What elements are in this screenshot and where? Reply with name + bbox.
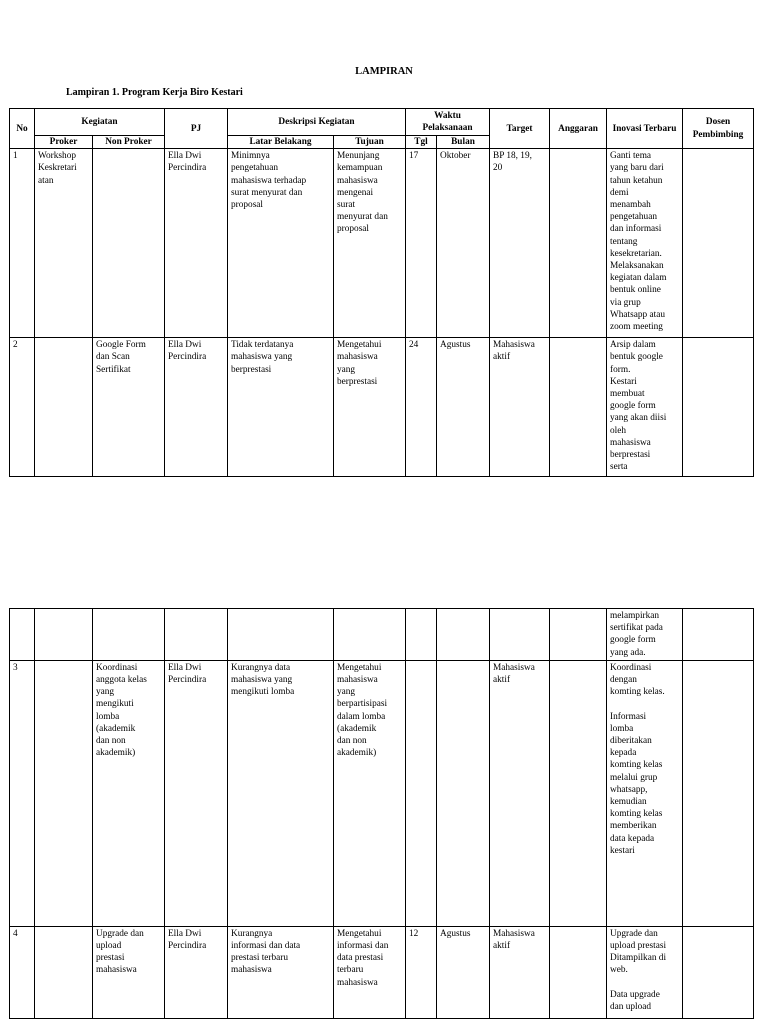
cell-proker: Workshop Keskretari atan — [35, 149, 93, 338]
header-tujuan: Tujuan — [334, 136, 406, 149]
cell-bulan: Agustus — [437, 926, 490, 1018]
cell-bulan: Agustus — [437, 338, 490, 477]
cell-proker — [35, 609, 93, 661]
header-pj: PJ — [165, 109, 228, 149]
cell-pj — [165, 609, 228, 661]
cell-proker — [35, 926, 93, 1018]
cell-non-proker — [93, 149, 165, 338]
cell-no: 1 — [10, 149, 35, 338]
cell-proker — [35, 660, 93, 926]
cell-bulan: Oktober — [437, 149, 490, 338]
cell-non-proker — [93, 609, 165, 661]
header-bulan: Bulan — [437, 136, 490, 149]
cell-target: BP 18, 19, 20 — [490, 149, 550, 338]
table-row — [10, 338, 754, 477]
cell-target: Mahasiswa aktif — [490, 926, 550, 1018]
cell-latar: Kurangnya informasi dan data prestasi terbaru mahasiswa — [228, 926, 334, 1018]
cell-bulan — [437, 660, 490, 926]
program-table-page-2 — [9, 608, 754, 1019]
cell-tgl: 24 — [406, 338, 437, 477]
cell-inovasi: melampirkan sertifikat pada google form yang ada. — [607, 609, 683, 661]
header-target: Target — [490, 109, 550, 149]
header-inovasi: Inovasi Terbaru — [607, 109, 683, 149]
cell-latar: Kurangnya data mahasiswa yang mengikuti lomba — [228, 660, 334, 926]
cell-non-proker: Upgrade dan upload prestasi mahasiswa — [93, 926, 165, 1018]
cell-latar — [228, 609, 334, 661]
cell-latar: Minimnya pengetahuan mahasiswa terhadap surat menyurat dan proposal — [228, 149, 334, 338]
cell-anggaran — [550, 338, 607, 477]
cell-pj: Ella Dwi Percindira — [165, 149, 228, 338]
header-deskripsi: Deskripsi Kegiatan — [228, 109, 406, 136]
cell-target — [490, 609, 550, 661]
cell-no — [10, 609, 35, 661]
cell-bulan — [437, 609, 490, 661]
cell-anggaran — [550, 149, 607, 338]
program-table-page-1 — [9, 108, 754, 477]
cell-proker — [35, 338, 93, 477]
cell-tgl: 12 — [406, 926, 437, 1018]
cell-tujuan: Mengetahui informasi dan data prestasi terbaru mahasiswa — [334, 926, 406, 1018]
table-row — [10, 609, 754, 661]
cell-inovasi: Upgrade dan upload prestasi Ditampilkan di web. Data upgrade dan upload — [607, 926, 683, 1018]
table-row — [10, 926, 754, 1018]
cell-tujuan: Menunjang kemampuan mahasiswa mengenai surat menyurat dan proposal — [334, 149, 406, 338]
cell-target: Mahasiswa aktif — [490, 338, 550, 477]
cell-non-proker: Google Form dan Scan Sertifikat — [93, 338, 165, 477]
cell-target: Mahasiswa aktif — [490, 660, 550, 926]
cell-dosen — [683, 926, 754, 1018]
header-kegiatan: Kegiatan — [35, 109, 165, 136]
cell-inovasi: Ganti tema yang baru dari tahun ketahun demi menambah pengetahuan dan informasi tentang kesekretarian. Melaksanakan kegiatan dalam bentuk online via grup Whatsapp atau zoom meeting — [607, 149, 683, 338]
header-latar: Latar Belakang — [228, 136, 334, 149]
cell-no: 3 — [10, 660, 35, 926]
cell-tgl: 17 — [406, 149, 437, 338]
header-dosen: Dosen Pembimbing — [683, 109, 754, 149]
cell-tujuan: Mengetahui mahasiswa yang berpartisipasi dalam lomba (akademik dan non akademik) — [334, 660, 406, 926]
cell-tgl — [406, 660, 437, 926]
table-row — [10, 660, 754, 926]
cell-tgl — [406, 609, 437, 661]
document-subtitle: Lampiran 1. Program Kerja Biro Kestari — [66, 87, 243, 98]
cell-dosen — [683, 660, 754, 926]
header-no: No — [10, 109, 35, 149]
cell-pj: Ella Dwi Percindira — [165, 660, 228, 926]
cell-inovasi: Koordinasi dengan komting kelas. Informasi lomba diberitakan kepada komting kelas melalui grup whatsapp, kemudian komting kelas memberikan data kepada kestari — [607, 660, 683, 926]
document-title: LAMPIRAN — [355, 66, 413, 77]
cell-dosen — [683, 149, 754, 338]
cell-pj: Ella Dwi Percindira — [165, 926, 228, 1018]
header-proker: Proker — [35, 136, 93, 149]
cell-dosen — [683, 338, 754, 477]
cell-pj: Ella Dwi Percindira — [165, 338, 228, 477]
cell-tujuan: Mengetahui mahasiswa yang berprestasi — [334, 338, 406, 477]
cell-tujuan — [334, 609, 406, 661]
cell-anggaran — [550, 926, 607, 1018]
header-waktu: Waktu Pelaksanaan — [406, 109, 490, 136]
header-tgl: Tgl — [406, 136, 437, 149]
cell-latar: Tidak terdatanya mahasiswa yang berprestasi — [228, 338, 334, 477]
cell-non-proker: Koordinasi anggota kelas yang mengikuti lomba (akademik dan non akademik) — [93, 660, 165, 926]
header-anggaran: Anggaran — [550, 109, 607, 149]
cell-anggaran — [550, 609, 607, 661]
cell-no: 4 — [10, 926, 35, 1018]
header-non-proker: Non Proker — [93, 136, 165, 149]
cell-inovasi: Arsip dalam bentuk google form. Kestari membuat google form yang akan diisi oleh mahasiswa berprestasi serta — [607, 338, 683, 477]
cell-anggaran — [550, 660, 607, 926]
table-row — [10, 149, 754, 338]
cell-dosen — [683, 609, 754, 661]
cell-no: 2 — [10, 338, 35, 477]
